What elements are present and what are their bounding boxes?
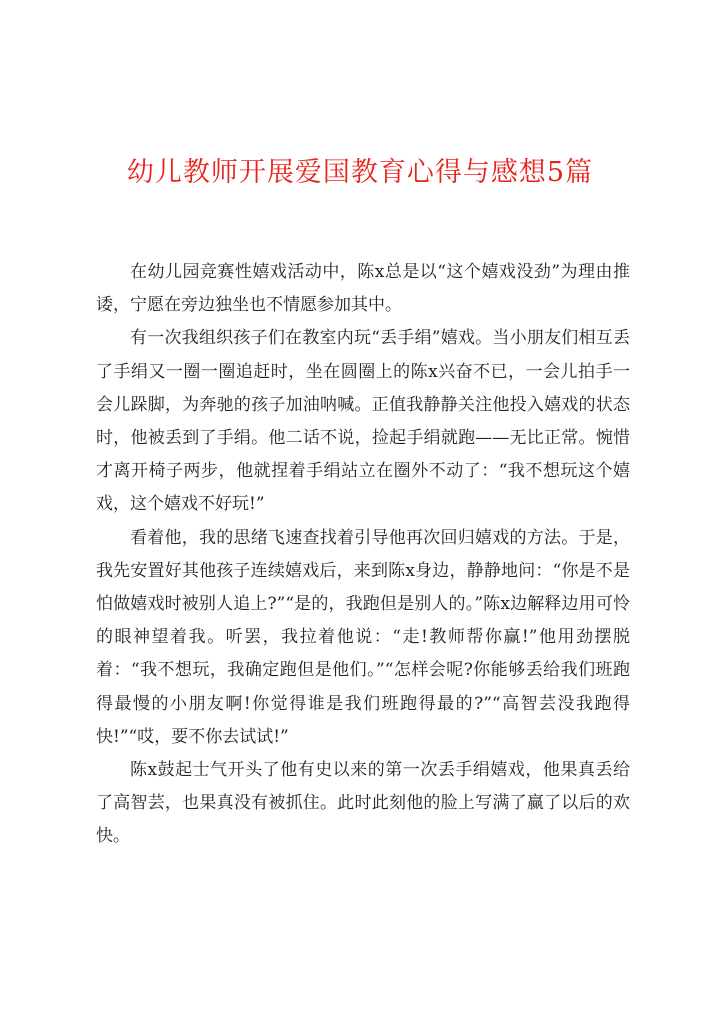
paragraph-3: 看着他，我的思绪飞速查找着引导他再次回归嬉戏的方法。于是，我先安置好其他孩子连续嬉戏后，来到陈x身边，静静地问：“你是不是怕做嬉戏时被别人追上?”“是的，我跑但是别人的。”陈x边解释边用可怜的眼神望着我。听罢，我拉着他说：“走!教师帮你赢!”他用劲摆脱着：“我不想玩，我确定跑但是他们。”“怎样会呢?你能够丢给我们班跑得最慢的小朋友啊!你觉得谁是我们班跑得最的?”“高智芸没我跑得快!”“哎，要不你去试试!”: [96, 527, 630, 747]
document-body: [96, 256, 630, 854]
paragraph-1: 在幼儿园竞赛性嬉戏活动中，陈x总是以“这个嬉戏没劲”为理由推诿，宁愿在旁边独坐也不情愿参加其中。: [96, 262, 630, 316]
paragraph-2: 有一次我组织孩子们在教室内玩“丢手绢”嬉戏。当小朋友们相互丢了手绢又一圈一圈追赶时，坐在圆圈上的陈x兴奋不已，一会儿拍手一会儿跺脚，为奔驰的孩子加油呐喊。正值我静静关注他投入嬉戏的状态时，他被丢到了手绢。他二话不说，捡起手绢就跑——无比正常。惋惜才离开椅子两步，他就捏着手绢站立在圈外不动了：“我不想玩这个嬉戏，这个嬉戏不好玩!”: [96, 328, 630, 515]
paragraph-4: 陈x鼓起士气开头了他有史以来的第一次丢手绢嬉戏，他果真丢给了高智芸，也果真没有被抓住。此时此刻他的脸上写满了赢了以后的欢快。: [96, 760, 630, 847]
document-title: 幼儿教师开展爱国教育心得与感想5篇: [126, 157, 594, 188]
